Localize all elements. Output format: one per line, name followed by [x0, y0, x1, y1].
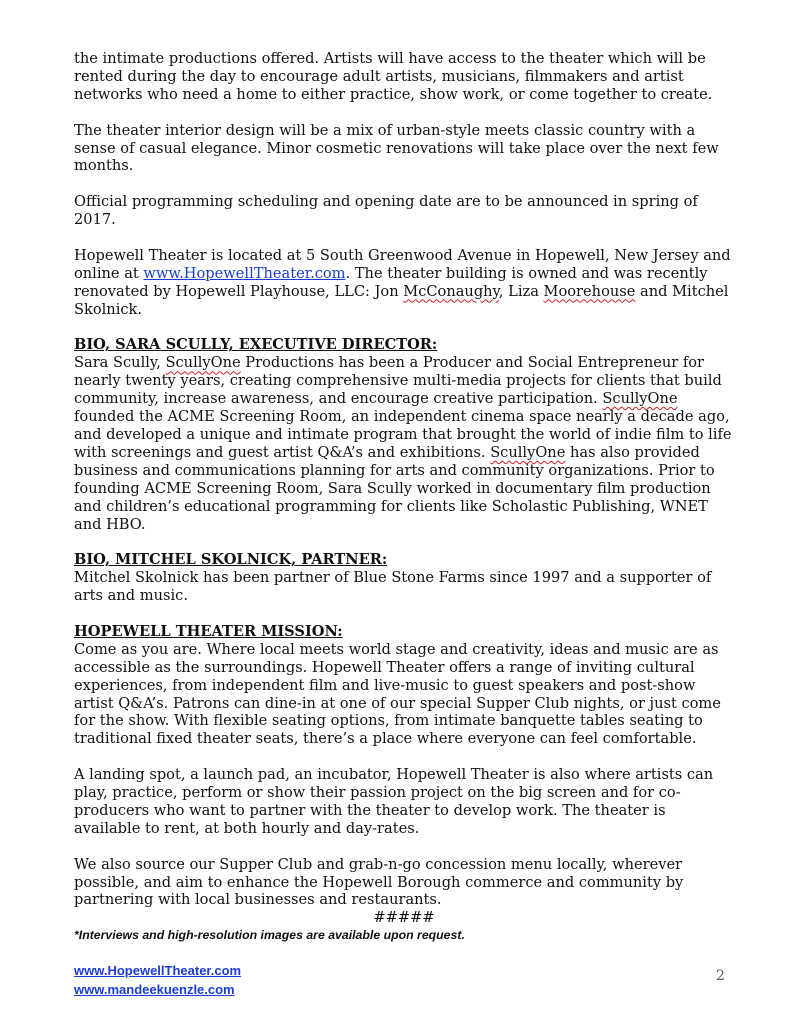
bio-sara-text-2: Productions has been a Producer and Social Entrepreneur for nearly twenty years, creating comprehensive multi-media projects for clients that build community, increase awareness, and encourage creative participation.	[74, 354, 722, 408]
brand-scullyone: ScullyOne	[602, 390, 678, 408]
hopewell-theater-link[interactable]: www.HopewellTheater.com	[143, 264, 346, 282]
location-text-2: . The theater building is owned and was recently renovated by Hopewell Playhouse, LLC: Jon	[74, 264, 708, 300]
footer-link-mandeekuenzle[interactable]: www.mandeekuenzle.com	[74, 982, 235, 998]
footnote: *Interviews and high-resolution images are available upon request.	[74, 928, 465, 943]
bio-sara-text-1: Sara Scully,	[74, 354, 166, 372]
location-text-3: , Liza	[498, 282, 544, 300]
location-text-4: and Mitchel Skolnick.	[74, 282, 729, 318]
paragraph-bio-mitchel: Mitchel Skolnick has been partner of Blue Stone Farms since 1997 and a supporter of arts and music.	[74, 569, 712, 605]
owner-name-moorehouse: Moorehouse	[543, 282, 636, 300]
paragraph-supper-club: We also source our Supper Club and grab-n-go concession menu locally, wherever possible, and aim to enhance the Hopewell Borough commerce and community by partnering with local businesses and restaurants.	[74, 855, 684, 909]
heading-bio-mitchel: BIO, MITCHEL SKOLNICK, PARTNER:	[74, 551, 388, 569]
paragraph-design: The theater interior design will be a mix of urban-style meets classic country with a sense of casual elegance. Minor cosmetic renovations will take place over the next few months.	[74, 121, 719, 175]
heading-bio-sara: BIO, SARA SCULLY, EXECUTIVE DIRECTOR:	[74, 336, 438, 354]
paragraph-scheduling: Official programming scheduling and opening date are to be announced in spring of 2017.	[74, 193, 698, 229]
paragraph-location	[74, 247, 734, 319]
location-text: Hopewell Theater is located at 5 South Greenwood Avenue in Hopewell, New Jersey and online at	[74, 246, 731, 282]
footer-links	[74, 961, 734, 999]
paragraph-intro: the intimate productions offered. Artists will have access to the theater which will be rented during the day to encourage adult artists, musicians, filmmakers and artist networks who need a home to either practice, show work, or come together to create.	[74, 50, 713, 103]
page-number: 2	[716, 968, 725, 984]
brand-scullyone: ScullyOne	[165, 354, 241, 372]
brand-scullyone: ScullyOne	[490, 443, 566, 461]
paragraph-landing-spot: A landing spot, a launch pad, an incubator, Hopewell Theater is also where artists can play, practice, perform or show their passion project on the big screen and for co-producers who want to partner with the theater to develop work. The theater is available to rent, at both hourly and day-rates.	[74, 766, 714, 837]
footer-link-hopewell[interactable]: www.HopewellTheater.com	[74, 963, 242, 979]
document-body	[74, 50, 734, 999]
heading-mission: HOPEWELL THEATER MISSION:	[74, 622, 343, 640]
end-separator: #####	[373, 909, 435, 927]
paragraph-mission: Come as you are. Where local meets world stage and creativity, ideas and music are as accessible as the surroundings. Hopewell Theater offers a range of inviting cultural experiences, from independent film and live-music to guest speakers and post-show artist Q&A’s. Patrons can dine-in at one of our special Supper Club nights, or just come for the show. With flexible seating options, from intimate banquette tables seating to traditional fixed theater seats, there’s a place where everyone can feel comfortable.	[74, 640, 721, 748]
owner-name-mcconaughy: McConaughy	[403, 282, 499, 300]
bio-sara-text-3: founded the ACME Screening Room, an independent cinema space nearly a decade ago, and developed a unique and intimate program that brought the world of indie film to life with screenings and guest artist Q&A’s and exhibitions.	[74, 408, 732, 461]
bio-sara-text-4: has also provided business and communications planning for arts and community organizations. Prior to founding ACME Screening Room, Sara Scully worked in documentary film production and children’s educational programming for clients like Scholastic Publishing, WNET and HBO.	[74, 443, 715, 533]
paragraph-bio-sara	[74, 354, 734, 533]
